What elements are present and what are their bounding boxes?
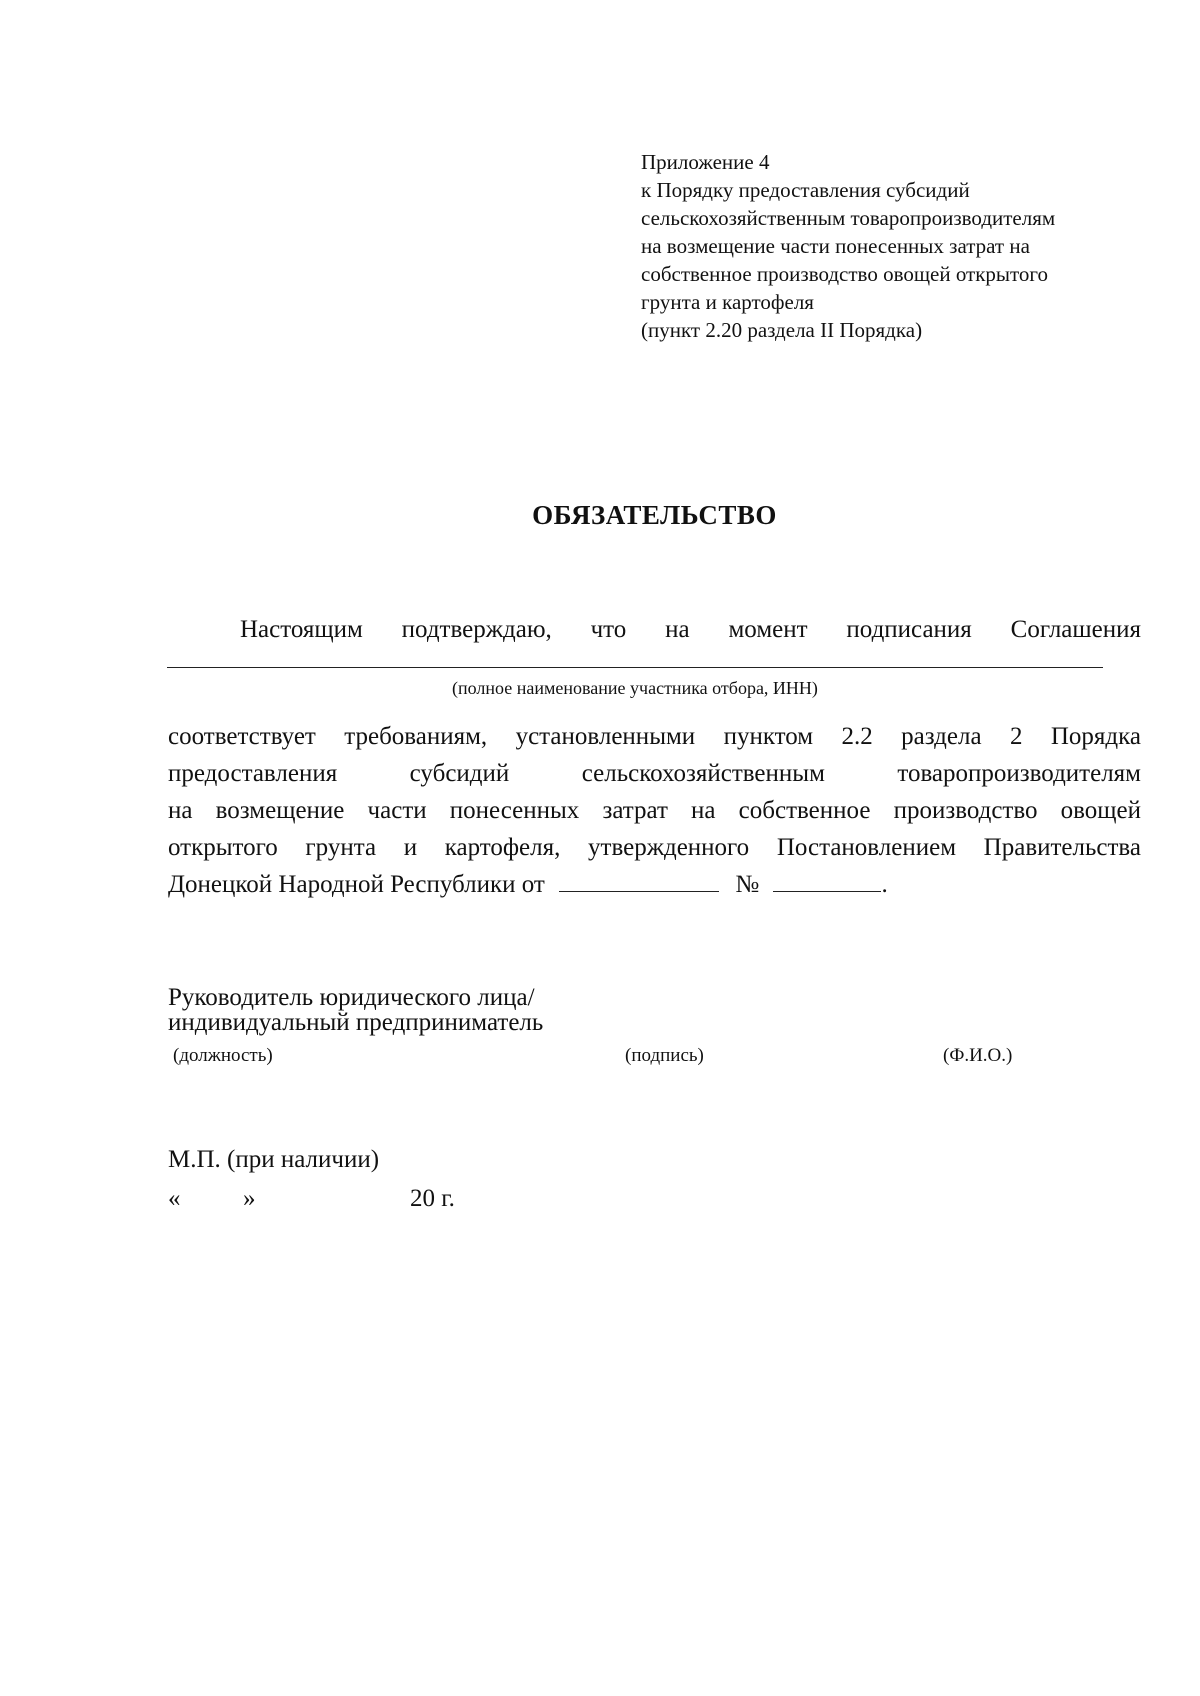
appendix-header (641, 148, 1161, 344)
body-period: . (881, 871, 888, 898)
body-line: открытого грунта и картофеля, утвержденного Постановлением Правительства (168, 834, 1141, 861)
signature-label: (подпись) (625, 1045, 704, 1066)
stamp-block (168, 1140, 455, 1218)
name-label: (Ф.И.О.) (943, 1045, 1013, 1066)
appendix-line: грунта и картофеля (641, 290, 814, 314)
appendix-line: к Порядку предоставления субсидий (641, 178, 970, 202)
appendix-line: на возмещение части понесенных затрат на (641, 234, 1030, 258)
intro-sentence: Настоящим подтверждаю, что на момент подписания Соглашения (240, 616, 1141, 643)
position-label: (должность) (173, 1045, 273, 1066)
date-blank (559, 869, 719, 892)
body-line: соответствует требованиям, установленными пунктом 2.2 раздела 2 Порядка (168, 723, 1141, 750)
signer-line: индивидуальный предприниматель (168, 1009, 544, 1036)
document-title: ОБЯЗАТЕЛЬСТВО (532, 500, 777, 530)
body-last-prefix: Донецкой Народной Республики от (168, 871, 545, 898)
close-quote: » (243, 1185, 256, 1212)
body-last-line (168, 866, 1141, 903)
appendix-line: сельскохозяйственным товаропроизводителям (641, 206, 1056, 230)
signer-line: Руководитель юридического лица/ (168, 984, 535, 1011)
number-blank (773, 869, 881, 892)
commitment-body (168, 718, 1141, 903)
stamp-label: М.П. (при наличии) (168, 1146, 380, 1173)
appendix-line: Приложение 4 (641, 150, 770, 174)
body-line: предоставления субсидий сельскохозяйственным товаропроизводителям (168, 760, 1141, 787)
number-sign: № (735, 871, 760, 898)
year-label: 20 г. (410, 1185, 455, 1212)
open-quote: « (168, 1185, 181, 1212)
body-line: на возмещение части понесенных затрат на собственное производство овощей (168, 797, 1141, 824)
appendix-line: (пункт 2.20 раздела II Порядка) (641, 318, 923, 342)
participant-name-line (167, 667, 1103, 668)
participant-caption: (полное наименование участника отбора, ИНН) (452, 678, 818, 698)
signer-title (168, 985, 543, 1035)
appendix-line: собственное производство овощей открытого (641, 262, 1049, 286)
date-line (168, 1179, 455, 1218)
